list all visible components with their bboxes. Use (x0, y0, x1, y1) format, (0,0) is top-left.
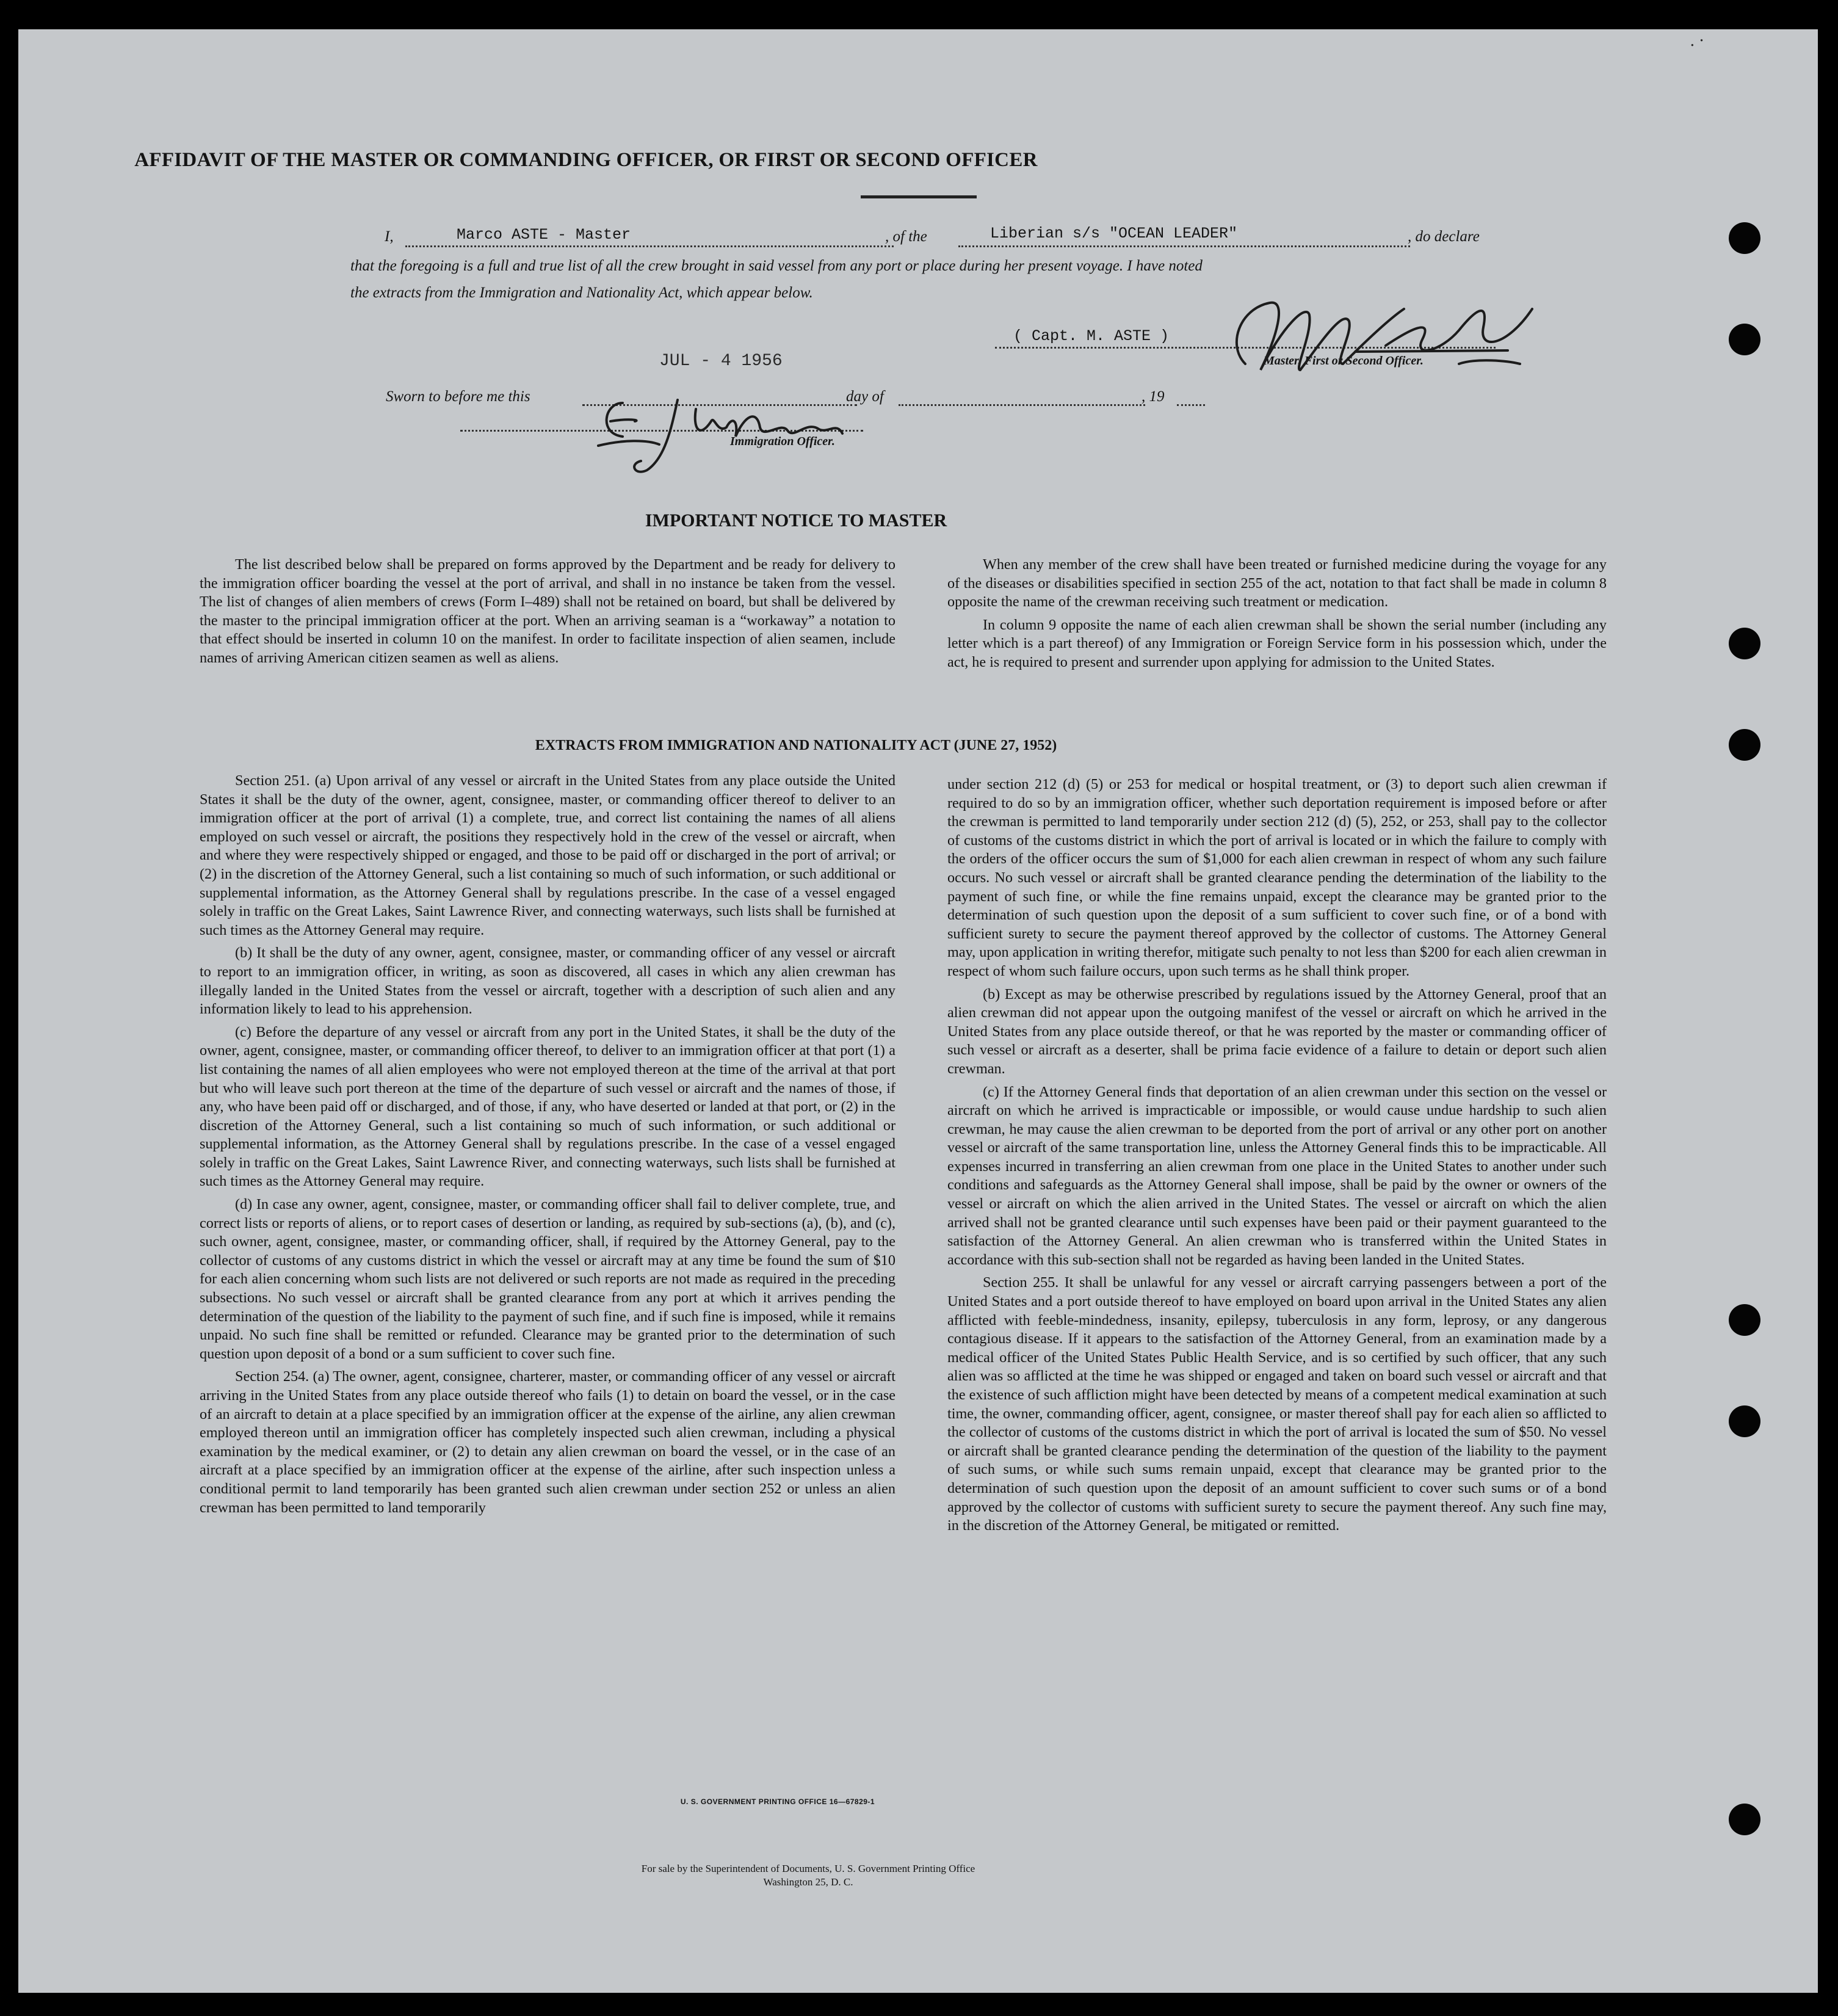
signer-caption: Master, First or Second Officer. (1264, 354, 1424, 368)
extracts-title: EXTRACTS FROM IMMIGRATION AND NATIONALITY ACT (JUNE 27, 1952) (535, 738, 1057, 753)
notice-right-paragraph-1: When any member of the crew shall have been treated or furnished medicine during the voyage for any of the diseases or disabilities specified in section 255 of the act, notation to that fact shall be made in column 8 opposite the name of the crewman receiving such treatment or medication. (947, 556, 1607, 611)
punch-hole-icon (1729, 222, 1760, 254)
notice-title: IMPORTANT NOTICE TO MASTER (645, 510, 947, 531)
i-label: I, (385, 228, 394, 245)
signer-name-typed: ( Capt. M. ASTE ) (1013, 327, 1170, 345)
notice-left-paragraph: The list described below shall be prepared on forms approved by the Department and be ready for delivery to the immigration officer boarding the vessel at the port of arrival, and shall in no instance be taken from the vessel. The list of changes of alien members of crews (Form I–489) shall not be retained on board, but shall be delivered by the master to the principal immigration officer at the port. When an arriving seaman is a “workaway” a notation to that effect should be inserted in column 10 on the manifest. In order to facilitate inspection of alien seamen, include names of arriving American citizen seamen as well as aliens. (200, 556, 895, 666)
punch-hole-icon (1729, 628, 1760, 659)
master-name-field: Marco ASTE - Master (457, 226, 631, 244)
notice-right-column (947, 556, 1607, 676)
punch-hole-icon (1729, 1405, 1760, 1437)
punch-hole-icon (1729, 1804, 1760, 1835)
section-251-b: (b) It shall be the duty of any owner, agent, consignee, master, or commanding officer of any vessel or aircraft to report to an immigration officer, in writing, as soon as discovered, all cases in which any alien crewman has illegally landed in the United States from the vessel or aircraft, together with a description of such alien and any information likely to lead to his apprehension. (200, 945, 895, 1018)
date-stamp: JUL - 4 1956 (659, 352, 783, 371)
affidavit-title: AFFIDAVIT OF THE MASTER OR COMMANDING OFFICER, OR FIRST OR SECOND OFFICER (134, 149, 1038, 171)
officer-caption: Immigration Officer. (730, 435, 835, 448)
master-signature (1203, 272, 1557, 394)
section-251-d: (d) In case any owner, agent, consignee, master, or commanding officer shall fail to deliver complete, true, and correct lists or reports of aliens, or to report cases of desertion or landing, as required by sub-sections (a), (b), and (c), such owner, agent, consignee, master, or commanding officer, shall, if required by the Attorney General, pay to the collector of customs of any customs district in which the vessel or aircraft may at any time be found the sum of $10 for each alien concerning whom such lists are not delivered or such reports are not made as required in the preceding subsections. No such vessel or aircraft shall be granted clearance from any port at which it arrives pending the determination of the question of the liability to the payment of such fine, and if such fine is imposed, while it remains unpaid. No such fine shall be remitted or refunded. Clearance may be granted prior to the determination of such question upon deposit of a bond or a sum sufficient to cover such fine. (200, 1196, 895, 1362)
title-divider (861, 195, 977, 198)
sale-notice (18, 1862, 1818, 1889)
section-255: Section 255. It shall be unlawful for any vessel or aircraft carrying passengers between a port of the United States and a port outside thereof to have employed on board upon arrival in the United States any alien afflicted with feeble-mindedness, insanity, epilepsy, tuberculosis in any form, leprosy, or any dangerous contagious disease. If it appears to the satisfaction of the Attorney General, from an examination made by a medical officer of the United States Public Health Service, and is so certified by such officer, that any such alien was so afflicted at the time he was shipped or engaged and taken on board such vessel or aircraft and that the existence of such affliction might have been detected by means of a competent medical examination at such time, the owner, commanding officer, agent, consignee, or master thereof shall pay for each alien so afflicted to the collector of customs of the customs district in which the port of arrival is located the sum of $50. No vessel or aircraft shall be granted clearance pending the determination of the question of the liability to the payment of such sums, or while such sums remain unpaid, except that clearance may be granted prior to the determination of such question upon the deposit of an amount sufficient to cover such sums or of a bond approved by the collector of customs with sufficient surety to secure the payment thereof. Any such fine may, in the discretion of the Attorney General, be mitigated or remitted. (947, 1274, 1607, 1534)
punch-hole-icon (1729, 1304, 1760, 1336)
section-251-c: (c) Before the departure of any vessel or aircraft from any port in the United States, it shall be the duty of the owner, agent, consignee, master, or commanding officer thereof, to deliver to an immigration officer at that port (1) a list containing the names of all alien employees who were not employed thereon at the time of the arrival at that port but who will leave such port thereon at the time of the departure of such vessel or aircraft and the names of those, if any, who have been paid off or discharged, and of those, if any, who have deserted or landed at that port, or (2) in the discretion of the Attorney General, such a list containing so much of such information, or such additional or supplemental information, as the Attorney General shall by regulations prescribe. In the case of a vessel engaged solely in traffic on the Great Lakes, Saint Lawrence River, and connecting waterways, such lists shall be furnished at such times as the Attorney General may require. (200, 1023, 895, 1190)
declaration-line-2: that the foregoing is a full and true list of all the crew brought in said vessel from any port or place during her present voyage. I have noted (350, 258, 1203, 274)
name-field-line (405, 245, 894, 247)
of-the-label: , of the (885, 228, 927, 245)
section-254-a: Section 254. (a) The owner, agent, consignee, charterer, master, or commanding officer of any vessel or aircraft arriving in the United States from any place outside thereof who fails (1) to detain on board the vessel, or in the case of an aircraft to detain at a place specified by an immigration officer at the expense of the airline, any alien crewman employed thereon until an immigration officer has completely inspected such alien crewman, including a physical examination by the medical examiner, or (2) to detain any alien crewman on board the vessel, or in the case of an aircraft at a place specified by an immigration officer at the expense of the airline, after such inspection unless a conditional permit to land temporarily has been granted such alien crewman under section 252 or unless an alien crewman has been permitted to land temporarily (200, 1368, 895, 1516)
punch-hole-icon (1729, 324, 1760, 355)
document-sheet (18, 29, 1818, 1993)
sworn-month-line (899, 404, 1145, 406)
officer-signature (586, 379, 873, 482)
gpo-imprint: U. S. GOVERNMENT PRINTING OFFICE 16—67829-1 (680, 1797, 875, 1806)
sale-line-1: For sale by the Superintendent of Documents, U. S. Government Printing Office (641, 1863, 975, 1874)
section-254-b: (b) Except as may be otherwise prescribed by regulations issued by the Attorney General, proof that an alien crewman did not appear upon the outgoing manifest of the vessel or aircraft on which he arrived in the United States from any place outside thereof, or that he was reported by the master or commanding officer of such vessel or aircraft as a deserter, shall be prima facie evidence of a failure to detain or deport such alien crewman. (947, 985, 1607, 1077)
extracts-left-column (200, 772, 895, 1521)
notice-right-paragraph-2: In column 9 opposite the name of each alien crewman shall be shown the serial number (including any letter which is a part thereof) of any Immigration or Foreign Service form in his possession which, under the act, he is required to present and surrender upon applying for admission to the United States. (947, 616, 1607, 670)
section-254-c: (c) If the Attorney General finds that deportation of an alien crewman under this section on the vessel or aircraft on which he arrived is impracticable or impossible, or would cause undue hardship to such alien crewman, he may cause the alien crewman to be deported from the port of arrival or any other port on another vessel or aircraft of the same transportation line, unless the Attorney General finds this to be impracticable. All expenses incurred in transferring an alien crewman from one place in the United States to another under such conditions and safeguards as the Attorney General shall impose, shall be paid by the owner or owners of the vessel or aircraft on which the alien arrived in the United States. The vessel or aircraft on which the alien arrived shall not be granted clearance until such expenses have been paid or their payment guaranteed to the satisfaction of the Attorney General. An alien crewman who is transferred within the United States in accordance with this sub-section shall not be regarded as having been landed in the United States. (947, 1083, 1607, 1268)
sale-line-2: Washington 25, D. C. (763, 1876, 853, 1888)
day-of-label: day of (846, 388, 884, 405)
stray-marks: ․ ⋅ (1690, 32, 1705, 49)
extracts-right-column (947, 775, 1607, 1540)
section-251-a: Section 251. (a) Upon arrival of any vessel or aircraft in the United States from any place outside the United States it shall be the duty of the owner, agent, consignee, master, or commanding officer thereof to deliver to an immigration officer at the port of arrival (1) a complete, true, and correct list containing the names of all aliens employed on such vessel or aircraft, the positions they respectively hold in the crew of the vessel or aircraft, when and where they were respectively shipped or engaged, and those to be paid off or discharged in the port of arrival; or (2) in the discretion of the Attorney General, such a list containing so much of such information, or such additional or supplemental information, as the Attorney General shall by regulations prescribe. In the case of a vessel engaged solely in traffic on the Great Lakes, Saint Lawrence River, and connecting waterways, such lists shall be furnished at such times as the Attorney General may require. (200, 772, 895, 938)
year-prefix-label: , 19 (1142, 388, 1165, 405)
declaration-line-3: the extracts from the Immigration and Nationality Act, which appear below. (350, 285, 813, 301)
section-254-a-continued: under section 212 (d) (5) or 253 for medical or hospital treatment, or (3) to deport such alien crewman if required to do so by an immigration officer, whether such deportation requirement is imposed before or after the crewman is permitted to land temporarily under section 212 (d) (5), 252, or 253, shall pay to the collector of customs of the customs district in which the port of arrival is located or in which the failure to comply with the orders of the officer occurs the sum of $1,000 for each alien crewman in respect of whom any such failure occurs. No such vessel or aircraft shall be granted clearance pending the determination of the liability to the payment of such fine, or while the fine remains unpaid, except the clearance may be granted prior to the determination of such question upon the deposit of a sum sufficient to cover such fine, or of a bond with sufficient surety to secure the payment thereof approved by the collector of customs. The Attorney General may, upon application in writing therefor, mitigate such penalty to not less than $200 for each alien crewman in respect of whom such failure occurs, upon such terms as he shall think proper. (947, 776, 1607, 979)
sworn-year-line (1177, 404, 1205, 406)
do-declare-label: , do declare (1408, 228, 1480, 245)
vessel-field-line (958, 245, 1410, 247)
notice-left-column (200, 556, 895, 672)
sworn-label: Sworn to before me this (386, 388, 530, 405)
vessel-name-field: Liberian s/s "OCEAN LEADER" (990, 225, 1238, 242)
